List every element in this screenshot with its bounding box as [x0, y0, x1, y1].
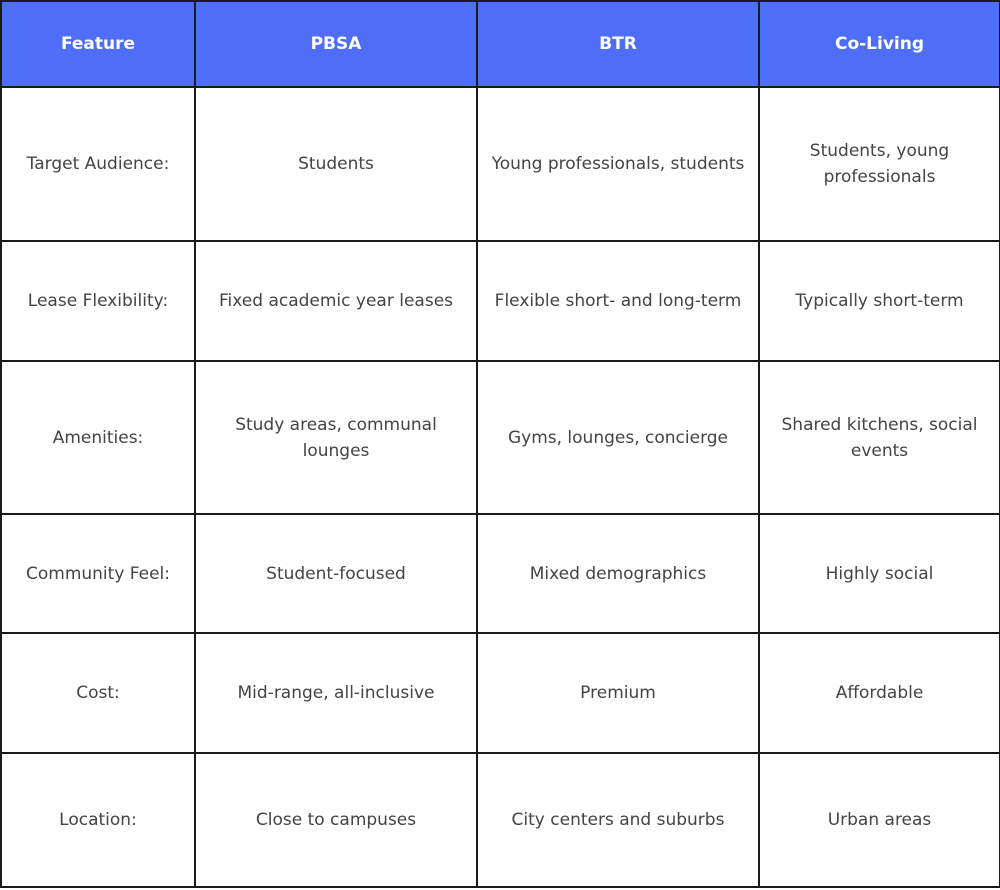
coliving-cell: Shared kitchens, social events: [759, 361, 1000, 514]
feature-cell: Location:: [1, 753, 195, 887]
pbsa-cell: Mid-range, all-inclusive: [195, 633, 477, 753]
table-row: [1, 514, 1000, 633]
table-row: [1, 361, 1000, 514]
btr-cell: Young professionals, students: [477, 87, 759, 241]
pbsa-cell: Study areas, communal lounges: [195, 361, 477, 514]
feature-cell: Amenities:: [1, 361, 195, 514]
btr-cell: Mixed demographics: [477, 514, 759, 633]
coliving-cell: Highly social: [759, 514, 1000, 633]
btr-cell: Premium: [477, 633, 759, 753]
pbsa-cell: Student-focused: [195, 514, 477, 633]
coliving-cell: Urban areas: [759, 753, 1000, 887]
feature-cell: Cost:: [1, 633, 195, 753]
table-row: [1, 241, 1000, 361]
coliving-cell: Typically short-term: [759, 241, 1000, 361]
feature-cell: Community Feel:: [1, 514, 195, 633]
header-row: [1, 1, 1000, 87]
header-coliving: Co-Living: [759, 1, 1000, 87]
pbsa-cell: Close to campuses: [195, 753, 477, 887]
btr-cell: Flexible short- and long-term: [477, 241, 759, 361]
table-row: [1, 633, 1000, 753]
feature-cell: Target Audience:: [1, 87, 195, 241]
coliving-cell: Affordable: [759, 633, 1000, 753]
pbsa-cell: Students: [195, 87, 477, 241]
header-pbsa: PBSA: [195, 1, 477, 87]
table-row: [1, 753, 1000, 887]
table-row: [1, 87, 1000, 241]
coliving-cell: Students, young professionals: [759, 87, 1000, 241]
btr-cell: City centers and suburbs: [477, 753, 759, 887]
pbsa-cell: Fixed academic year leases: [195, 241, 477, 361]
header-btr: BTR: [477, 1, 759, 87]
header-feature: Feature: [1, 1, 195, 87]
btr-cell: Gyms, lounges, concierge: [477, 361, 759, 514]
feature-cell: Lease Flexibility:: [1, 241, 195, 361]
